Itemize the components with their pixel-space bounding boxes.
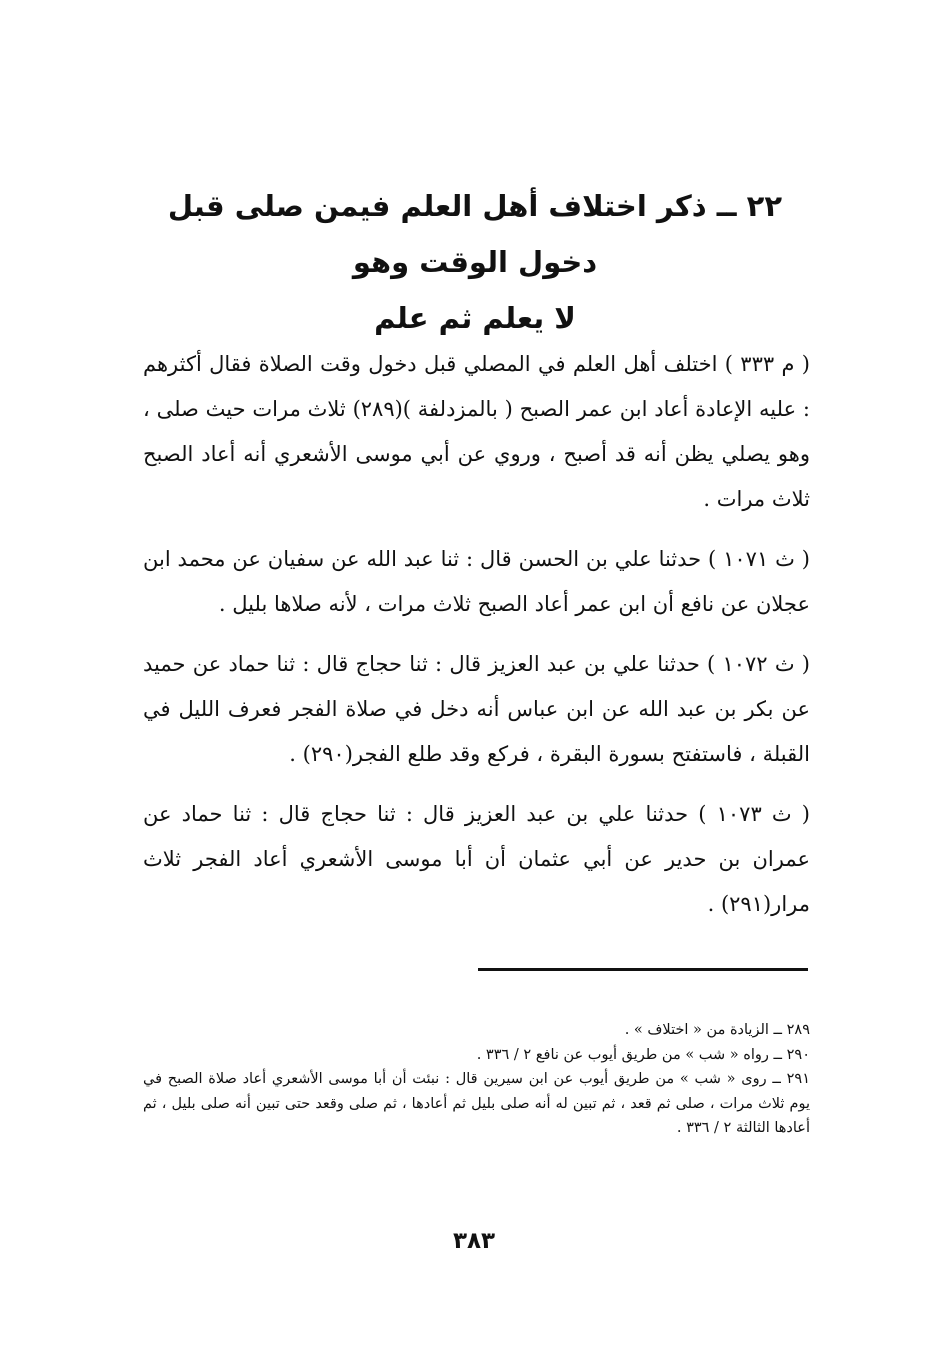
paragraph-athar-1073: ( ث ١٠٧٣ ) حدثنا علي بن عبد العزيز قال : ثنا حجاج قال : ثنا حماد عن عمران بن حدير عن أبي عثمان أن أبا موسى الأشعري أعاد الفجر ثلاث مرار(٢٩١) .	[143, 802, 810, 916]
body-text	[143, 342, 810, 942]
footnote-291: ٢٩١ ــ روى « شب » من طريق أيوب عن ابن سيرين قال : نبئت أن أبا موسى الأشعري أعاد صلاة الصبح في يوم ثلاث مرات ، صلى ثم قعد ، ثم تبين له أنه صلى بليل ثم أعادها ، ثم صلى وقعد حتى تبين أنه صلى بليل ، ثم أعادها الثالثة ٢ / ٣٣٦ .	[143, 1071, 810, 1136]
section-heading	[140, 178, 810, 346]
heading-line-2: لا يعلم ثم علم	[374, 301, 576, 335]
footnote-290: ٢٩٠ ــ رواه « شب » من طريق أيوب عن نافع ٢ / ٣٣٦ .	[476, 1046, 810, 1063]
footnotes	[143, 1018, 810, 1141]
paragraph-athar-1071: ( ث ١٠٧١ ) حدثنا علي بن الحسن قال : ثنا عبد الله عن سفيان عن محمد ابن عجلان عن نافع أن ابن عمر أعاد الصبح ثلاث مرات ، لأنه صلاها بليل .	[143, 547, 810, 616]
paragraph-masala-333: ( م ٣٣٣ ) اختلف أهل العلم في المصلي قبل دخول وقت الصلاة فقال أكثرهم : عليه الإعادة أعاد ابن عمر الصبح ( بالمزدلفة )(٢٨٩) ثلاث مرات حيث صلى ، وهو يصلي يظن أنه قد أصبح ، وروي عن أبي موسى الأشعري أنه أعاد الصبح ثلاث مرات .	[143, 352, 810, 511]
footnote-289: ٢٨٩ ــ الزيادة من « اختلاف » .	[624, 1022, 810, 1038]
page-number: ٣٨٣	[452, 1228, 496, 1254]
paragraph-athar-1072: ( ث ١٠٧٢ ) حدثنا علي بن عبد العزيز قال : ثنا حجاج قال : ثنا حماد عن حميد عن بكر بن عبد الله عن ابن عباس أنه دخل في صلاة الفجر فعرف الليل في القبلة ، فاستفتح بسورة البقرة ، فركع وقد طلع الفجر(٢٩٠) .	[143, 652, 810, 766]
footnote-separator	[478, 968, 808, 971]
heading-line-1: ٢٢ ــ ذكر اختلاف أهل العلم فيمن صلى قبل دخول الوقت وهو	[167, 189, 783, 279]
